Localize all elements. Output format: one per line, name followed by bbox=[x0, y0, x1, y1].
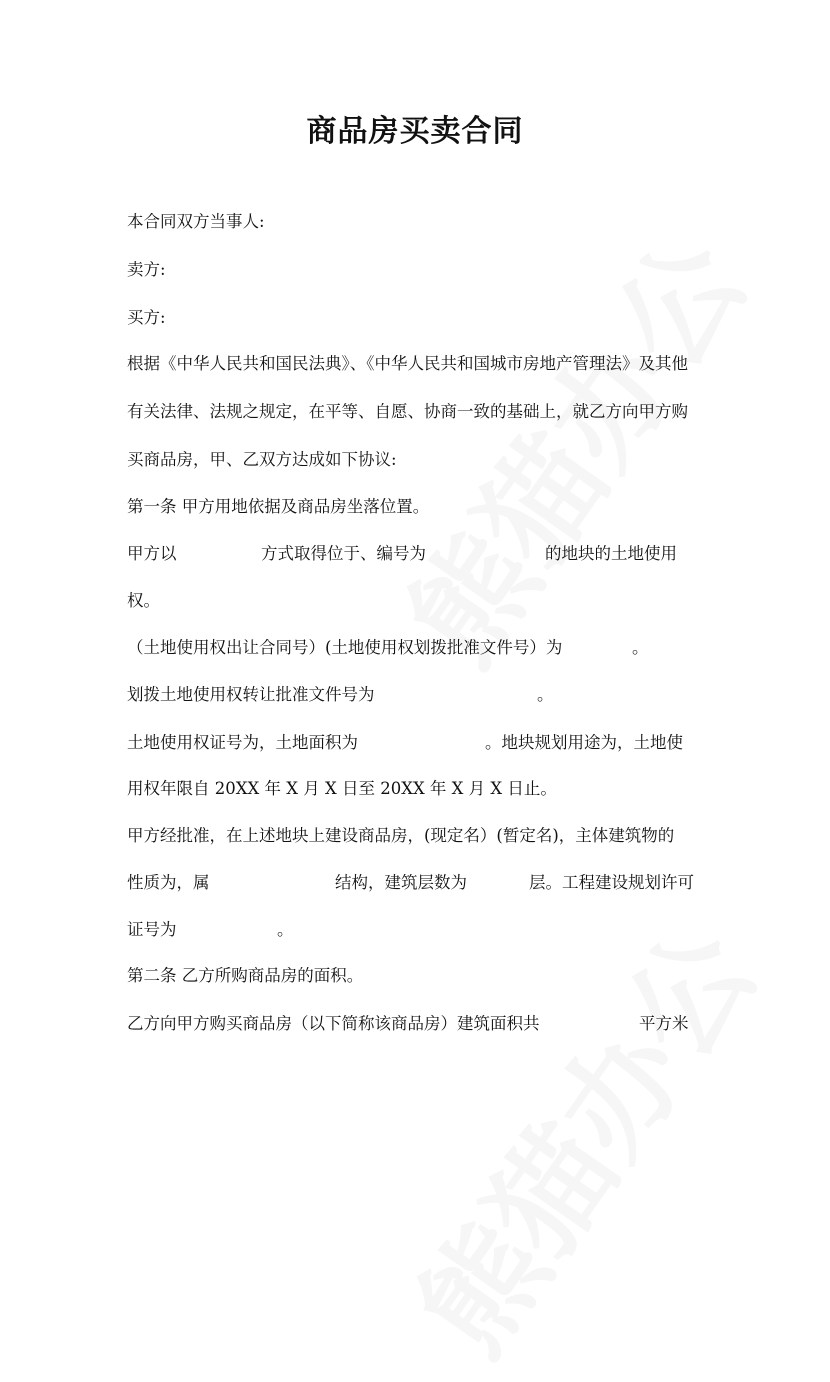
document-title: 商品房买卖合同 bbox=[306, 114, 524, 149]
article-1-heading: 第一条 甲方用地依据及商品房坐落位置。 bbox=[127, 497, 430, 516]
contract-number-text: （土地使用权出让合同号）(土地使用权划拨批准文件号）为 bbox=[127, 638, 563, 657]
construction-line: 甲方经批准，在上述地块上建设商品房，(现定名）(暂定名)，主体建筑物的 bbox=[127, 826, 675, 845]
transfer-approval-period: 。 bbox=[537, 685, 554, 704]
land-use-text: 。地块规划用途为，土地使 bbox=[485, 733, 683, 752]
permit-period: 。 bbox=[277, 920, 294, 939]
contract-number-period: 。 bbox=[632, 638, 649, 657]
structure-text-c: 层。工程建设规划许可 bbox=[529, 873, 694, 892]
basis-line-2: 有关法律、法规之规定，在平等、自愿、协商一致的基础上，就乙方向甲方购 bbox=[127, 402, 688, 421]
area-unit: 平方米 bbox=[639, 1014, 689, 1033]
permit-text: 证号为 bbox=[127, 920, 177, 939]
article-2-heading: 第二条 乙方所购商品房的面积。 bbox=[127, 966, 364, 985]
land-term-line: 用权年限自 20XX 年 X 月 X 日至 20XX 年 X 月 X 日止。 bbox=[127, 779, 557, 798]
basis-line-1: 根据《中华人民共和国民法典》、《中华人民共和国城市房地产管理法》及其他 bbox=[127, 354, 688, 373]
parties-line: 本合同双方当事人: bbox=[127, 212, 265, 231]
buyer-line: 买方: bbox=[127, 308, 166, 327]
land-acquisition-text-b: 方式取得位于、编号为 bbox=[261, 544, 426, 563]
land-certificate-text: 土地使用权证号为，土地面积为 bbox=[127, 733, 358, 752]
transfer-approval-text: 划拨土地使用权转让批准文件号为 bbox=[127, 685, 375, 704]
watermark bbox=[362, 200, 778, 692]
structure-text-b: 结构，建筑层数为 bbox=[335, 873, 467, 892]
watermark-bottom bbox=[372, 890, 788, 1382]
land-acquisition-text-c: 的地块的土地使用 bbox=[545, 544, 677, 563]
land-acquisition-text-a: 甲方以 bbox=[127, 544, 177, 563]
seller-line: 卖方: bbox=[127, 260, 166, 279]
basis-line-3: 买商品房，甲、乙双方达成如下协议: bbox=[127, 450, 397, 469]
land-right-line: 权。 bbox=[127, 591, 160, 610]
structure-text-a: 性质为，属 bbox=[127, 873, 210, 892]
area-text: 乙方向甲方购买商品房（以下简称该商品房）建筑面积共 bbox=[127, 1014, 540, 1033]
